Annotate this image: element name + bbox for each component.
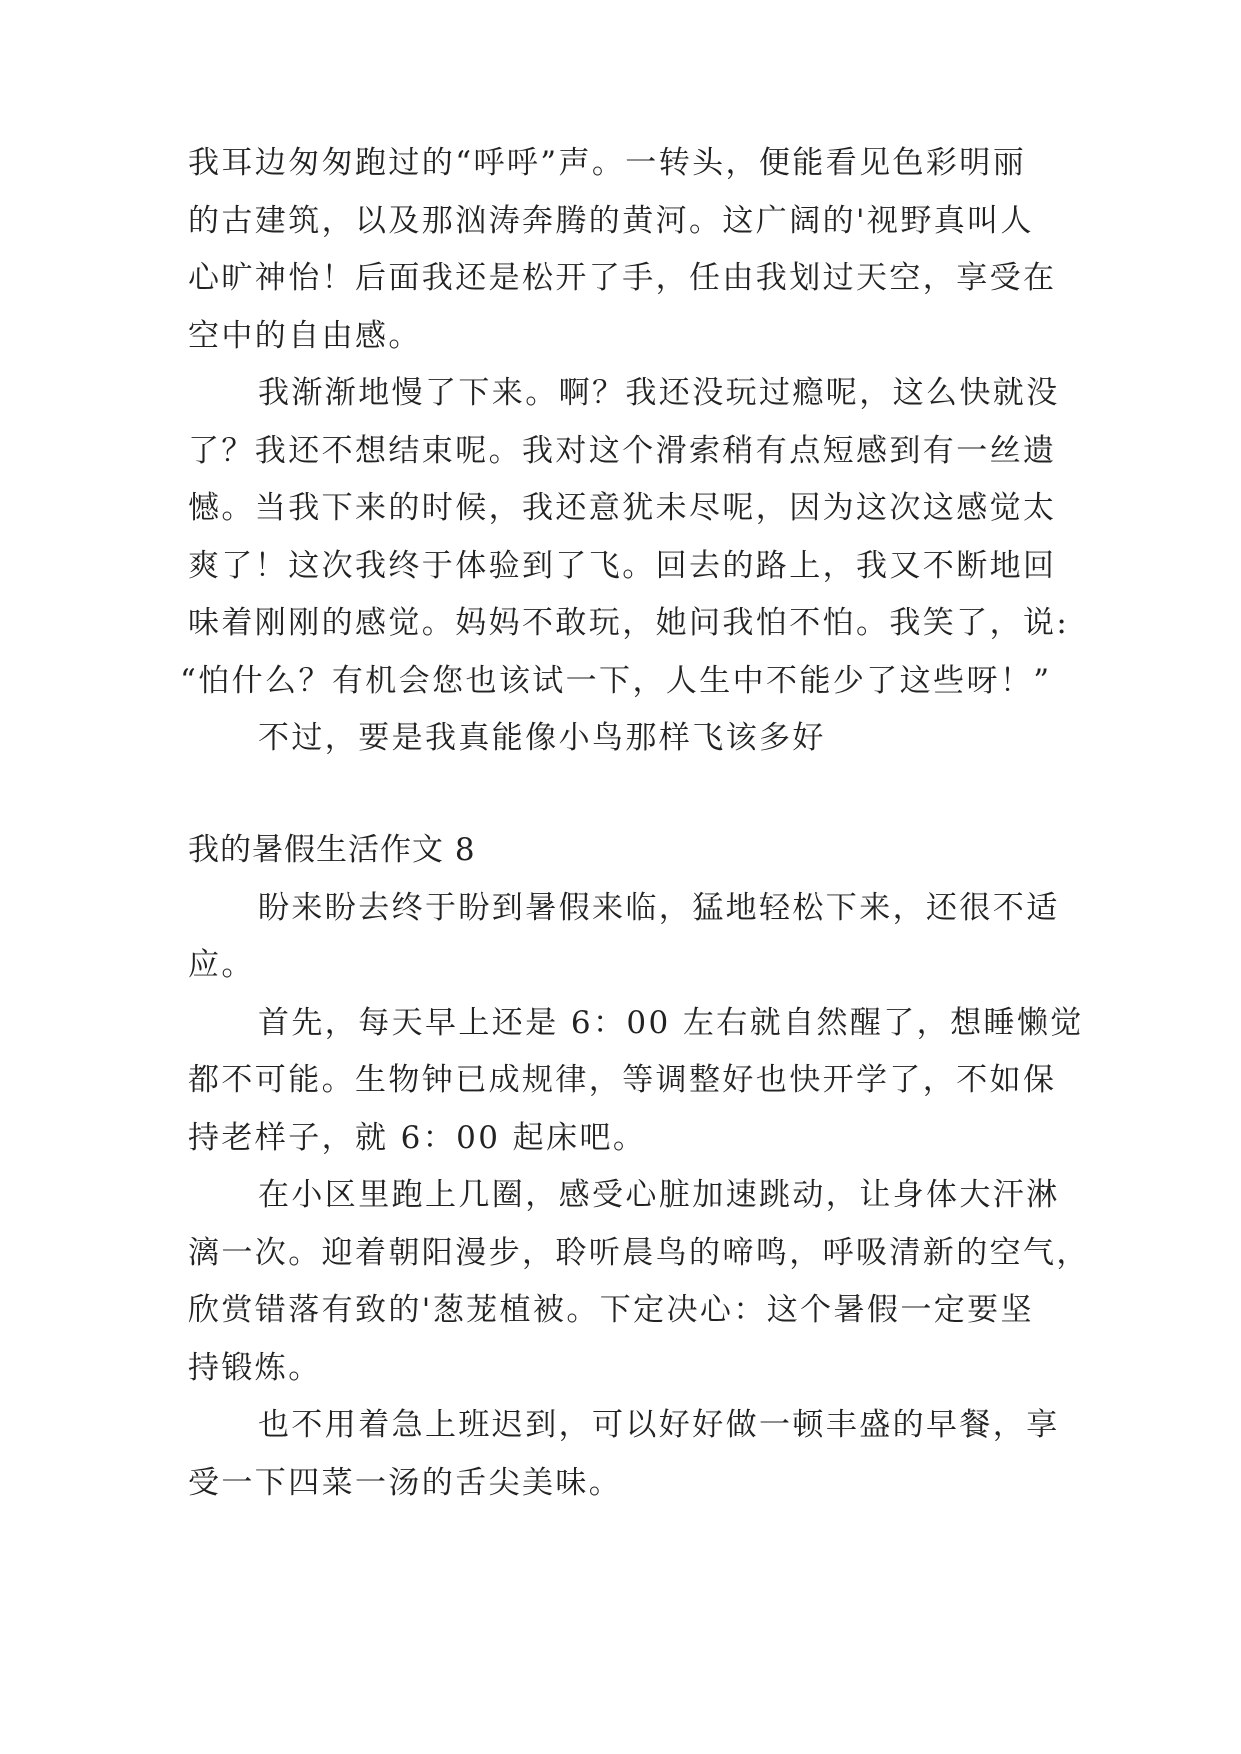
paragraph-line: 我渐渐地慢了下来。啊？我还没玩过瘾呢，这么快就没 bbox=[258, 375, 1060, 411]
paragraph-line: 不过，要是我真能像小鸟那样飞该多好 bbox=[258, 720, 826, 756]
paragraph-line: 了？我还不想结束呢。我对这个滑索稍有点短感到有一丝遗 bbox=[188, 433, 1057, 469]
paragraph-line: 欣赏错落有致的'葱茏植被。下定决心：这个暑假一定要坚 bbox=[188, 1292, 1034, 1328]
paragraph-line: 的古建筑，以及那汹涛奔腾的黄河。这广阔的'视野真叫人 bbox=[188, 203, 1034, 239]
paragraph-line: 持锻炼。 bbox=[188, 1350, 322, 1386]
paragraph-line: 都不可能。生物钟已成规律，等调整好也快开学了，不如保 bbox=[188, 1062, 1057, 1098]
paragraph-line: 漓一次。迎着朝阳漫步，聆听晨鸟的啼鸣，呼吸清新的空气， bbox=[188, 1235, 1090, 1271]
paragraph-line: “怕什么？有机会您也该试一下，人生中不能少了这些呀！” bbox=[180, 663, 1052, 699]
paragraph-line: 我耳边匆匆跑过的“呼呼”声。一转头，便能看见色彩明丽 bbox=[188, 145, 1027, 181]
paragraph-line: 也不用着急上班迟到，可以好好做一顿丰盛的早餐，享 bbox=[258, 1407, 1060, 1443]
paragraph-line: 持老样子，就 6：00 起床吧。 bbox=[188, 1120, 647, 1156]
paragraph-line: 空中的自由感。 bbox=[188, 318, 422, 354]
section-title: 我的暑假生活作文 8 bbox=[188, 832, 476, 868]
paragraph-line: 在小区里跑上几圈，感受心脏加速跳动，让身体大汗淋 bbox=[258, 1177, 1060, 1213]
paragraph-line: 受一下四菜一汤的舌尖美味。 bbox=[188, 1465, 623, 1501]
paragraph-line: 味着刚刚的感觉。妈妈不敢玩，她问我怕不怕。我笑了，说: bbox=[188, 605, 1070, 641]
paragraph-line: 盼来盼去终于盼到暑假来临，猛地轻松下来，还很不适 bbox=[258, 890, 1060, 926]
paragraph-line: 憾。当我下来的时候，我还意犹未尽呢，因为这次这感觉太 bbox=[188, 490, 1057, 526]
paragraph-line: 应。 bbox=[188, 947, 255, 983]
paragraph-line: 心旷神怡！后面我还是松开了手，任由我划过天空，享受在 bbox=[188, 260, 1057, 296]
paragraph-line: 爽了！这次我终于体验到了飞。回去的路上，我又不断地回 bbox=[188, 548, 1057, 584]
paragraph-line: 首先，每天早上还是 6：00 左右就自然醒了，想睡懒觉 bbox=[258, 1005, 1084, 1041]
